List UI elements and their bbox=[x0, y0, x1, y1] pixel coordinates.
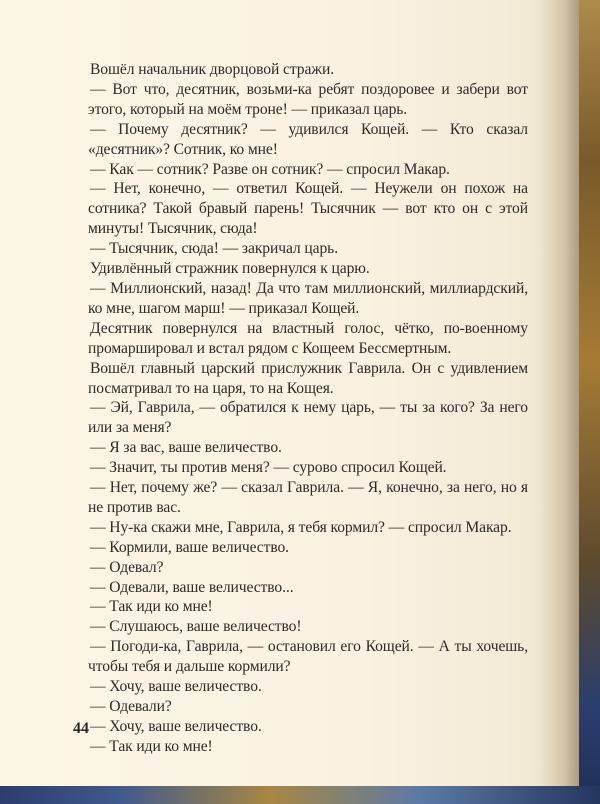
paragraph: — Нет, конечно, — ответил Кощей. — Неужели он похож на сотника? Такой бравый парень! Тысячник — вот кто он с этой минуты! Тысячник, сюда! bbox=[88, 180, 528, 238]
paragraph: — Так иди ко мне! bbox=[90, 737, 213, 755]
paragraph: — Погоди-ка, Гаврила, — остановил его Кощей. — А ты хочешь, чтобы тебя и дальше кормили? bbox=[88, 638, 528, 676]
paragraph: — Я за вас, ваше величество. bbox=[90, 439, 282, 457]
paragraph: — Одевал? bbox=[90, 558, 164, 576]
paragraph: — Ну-ка скажи мне, Гаврила, я тебя кормил? — спросил Макар. bbox=[90, 518, 512, 536]
paragraph: — Эй, Гаврила, — обратился к нему царь, — ты за кого? За него или за меня? bbox=[88, 399, 528, 437]
paragraph: — Кормили, ваше величество. bbox=[90, 538, 289, 556]
paragraph: — Тысячник, сюда! — закричал царь. bbox=[90, 240, 338, 258]
paragraph: Десятник повернулся на властный голос, чётко, по-военному промаршировал и встал рядом с Кощеем Бессмертным. bbox=[88, 319, 528, 357]
paragraph: — Нет, почему же? — сказал Гаврила. — Я, конечно, за него, но я не против вас. bbox=[88, 479, 528, 516]
story-text bbox=[88, 60, 528, 757]
paragraph: — Почему десятник? — удивился Кощей. — Кто сказал «десятник»? Сотник, ко мне! bbox=[88, 120, 528, 158]
paragraph: — Вот что, десятник, возьми-ка ребят поздоровее и забери вот этого, который на моём троне! — приказал царь. bbox=[88, 80, 528, 118]
spine-shadow bbox=[540, 0, 580, 804]
paragraph: — Так иди ко мне! bbox=[90, 598, 213, 616]
book-bottom-edge bbox=[0, 786, 600, 804]
paragraph: — Хочу, ваше величество. bbox=[90, 678, 262, 696]
paragraph: Вошёл начальник дворцовой стражи. bbox=[90, 61, 334, 78]
paragraph: — Значит, ты против меня? — сурово спросил Кощей. bbox=[90, 459, 447, 477]
paragraph: — Одевали? bbox=[90, 698, 172, 715]
paragraph: — Одевали, ваше величество... bbox=[90, 578, 294, 596]
paragraph: — Слушаюсь, ваше величество! bbox=[90, 618, 302, 636]
book-cover-edge bbox=[579, 0, 600, 804]
paragraph: — Миллионский, назад! Да что там миллионский, миллиардский, ко мне, шагом марш! — приказал Кощей. bbox=[88, 279, 528, 317]
paragraph: — Как — сотник? Разве он сотник? — спросил Макар. bbox=[90, 160, 450, 178]
paragraph: Вошёл главный царский прислужник Гаврила. Он с удивлением посматривал то на царя, то на Кощея. bbox=[88, 359, 528, 397]
paragraph: — Хочу, ваше величество. bbox=[90, 717, 262, 735]
page-number: 44 bbox=[73, 720, 89, 737]
paragraph: Удивлённый стражник повернулся к царю. bbox=[90, 260, 370, 278]
